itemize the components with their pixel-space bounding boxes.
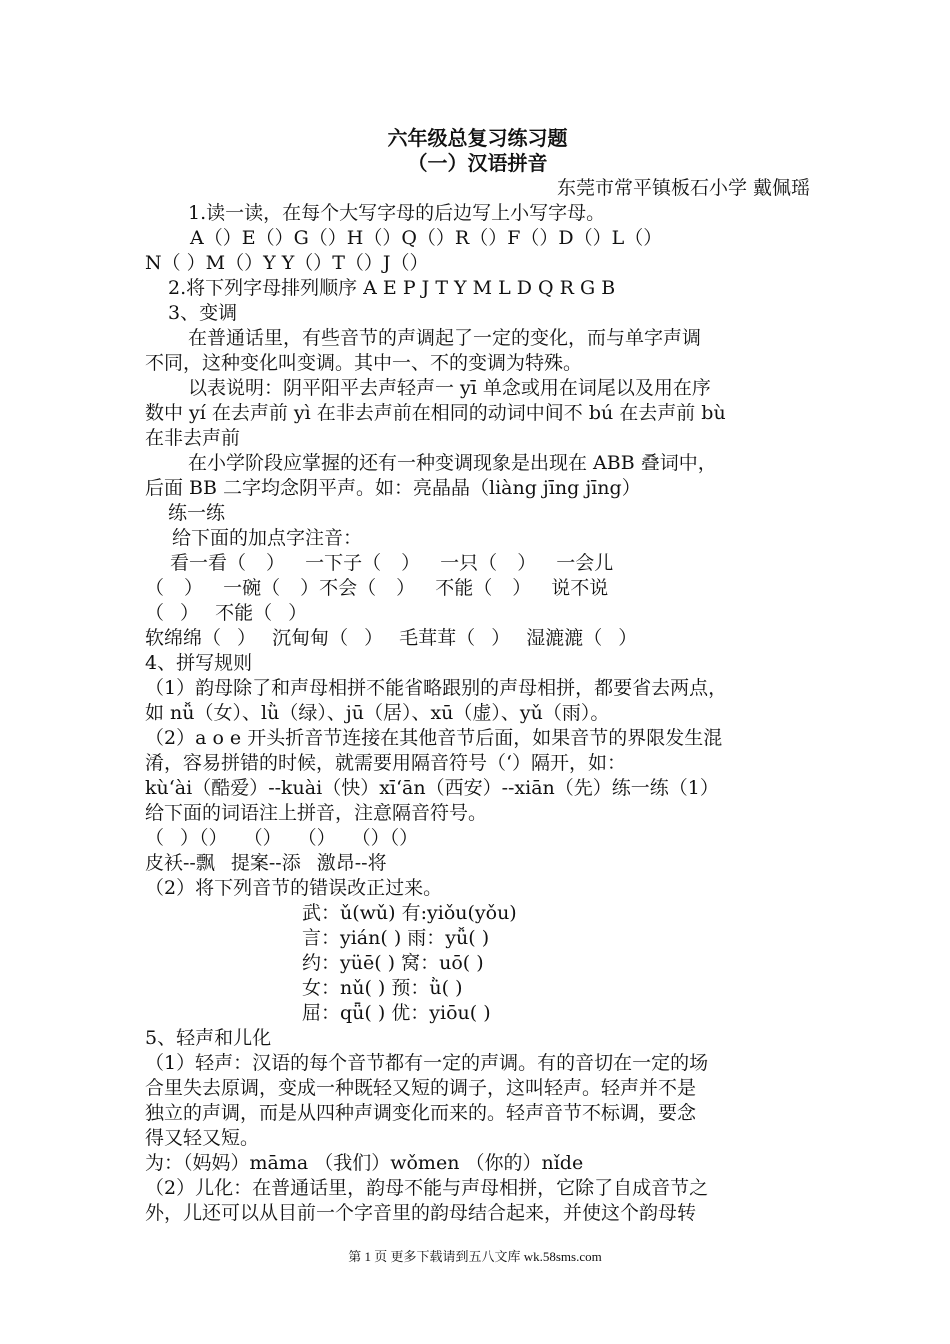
- text-line: 3、变调: [168, 302, 238, 324]
- text-line: 皮袄--飘 提案--添 激昂--将: [145, 852, 387, 874]
- text-line: 2.将下列字母排列顺序 A E P J T Y M L D Q R G B: [168, 277, 616, 299]
- text-line: N（ ）M（）Y Y（）T（）J（）: [145, 252, 429, 274]
- text-line: （ ） 一碗（ ）不会（ ） 不能（ ） 说不说: [145, 577, 609, 599]
- text-line: 以表说明：阴平阳平去声轻声一 yī 单念或用在词尾以及用在序: [188, 377, 711, 399]
- text-line: 给下面的加点字注音：: [172, 527, 363, 549]
- text-line: 武：ǔ(wǔ) 有:yiǒu(yǒu): [302, 902, 517, 924]
- text-line: 4、拼写规则: [145, 652, 253, 674]
- text-line: 女：nǔ( ) 预：ǜ( ): [302, 977, 463, 999]
- text-line: （1）韵母除了和声母相拼不能省略跟别的声母相拼，都要省去两点，: [145, 677, 728, 699]
- text-line: 淆，容易拼错的时候，就需要用隔音符号（‘）隔开，如：: [145, 752, 627, 774]
- text-line: （1）轻声：汉语的每个音节都有一定的声调。有的音切在一定的场: [145, 1052, 709, 1074]
- text-line: 练一练: [168, 502, 226, 524]
- text-line: 屈：qǖ( ) 优：yiōu( ): [302, 1002, 491, 1024]
- text-line: 软绵绵（ ） 沉甸甸（ ） 毛茸茸（ ） 湿漉漉（ ）: [145, 627, 638, 649]
- text-line: 在非去声前: [145, 427, 241, 449]
- text-line: （ ） 不能（ ）: [145, 602, 308, 624]
- text-line: 独立的声调，而是从四种声调变化而来的。轻声音节不标调，要念: [145, 1102, 697, 1124]
- text-line: （2）将下列音节的错误改正过来。: [145, 877, 443, 899]
- text-line: （2）a o e 开头折音节连接在其他音节后面，如果音节的界限发生混: [145, 727, 723, 749]
- doc-author: 东莞市常平镇板石小学 戴佩瑶: [556, 177, 810, 199]
- text-line: 如 nǚ（女）、lǜ（绿）、jū（居）、xū（虚）、yǔ（雨）。: [145, 702, 610, 724]
- text-line: （2）儿化：在普通话里，韵母不能与声母相拼，它除了自成音节之: [145, 1177, 709, 1199]
- doc-subtitle: （一）汉语拼音: [407, 151, 548, 175]
- text-line: 后面 BB 二字均念阴平声。如：亮晶晶（liàng jīng jīng）: [145, 477, 641, 499]
- text-line: 得又轻又短。: [145, 1127, 260, 1149]
- text-line: A（）E（）G（）H（）Q（）R（）F（）D（）L（）: [190, 227, 663, 249]
- text-line: 看一看（ ） 一下子（ ） 一只（ ） 一会儿: [170, 552, 614, 574]
- text-line: 数中 yí 在去声前 yì 在非去声前在相同的动词中间不 bú 在去声前 bù: [145, 402, 726, 424]
- text-line: 为：（妈妈）māma （我们）wǒmen （你的）nǐde: [145, 1152, 584, 1174]
- text-line: 5、轻声和儿化: [145, 1027, 272, 1049]
- text-line: 给下面的词语注上拼音，注意隔音符号。: [145, 802, 488, 824]
- text-line: 不同，这种变化叫变调。其中一、不的变调为特殊。: [145, 352, 583, 374]
- text-line: 言：yián( ) 雨：yǚ( ): [302, 927, 490, 949]
- text-line: 合里失去原调，变成一种既轻又短的调子，这叫轻声。轻声并不是: [145, 1077, 697, 1099]
- text-line: 外，儿还可以从目前一个字音里的韵母结合起来，并使这个韵母转: [145, 1202, 697, 1224]
- text-line: 1.读一读，在每个大写字母的后边写上小写字母。: [188, 202, 606, 224]
- text-line: 在普通话里，有些音节的声调起了一定的变化，而与单字声调: [188, 327, 702, 349]
- text-line: 约：yüē( ) 窝：uō( ): [302, 952, 484, 974]
- text-line: 在小学阶段应掌握的还有一种变调现象是出现在 ABB 叠词中，: [188, 452, 717, 474]
- text-line: kù‘ài（酷爱）--kuài（快）xī‘ān（西安）--xiān（先）练一练（1）: [145, 777, 719, 799]
- text-line: （ ）（） （） （） （）（）: [145, 827, 419, 849]
- doc-title: 六年级总复习练习题: [387, 126, 568, 150]
- page-footer: 第 1 页 更多下载请到五八文库 wk.58sms.com: [348, 1249, 602, 1264]
